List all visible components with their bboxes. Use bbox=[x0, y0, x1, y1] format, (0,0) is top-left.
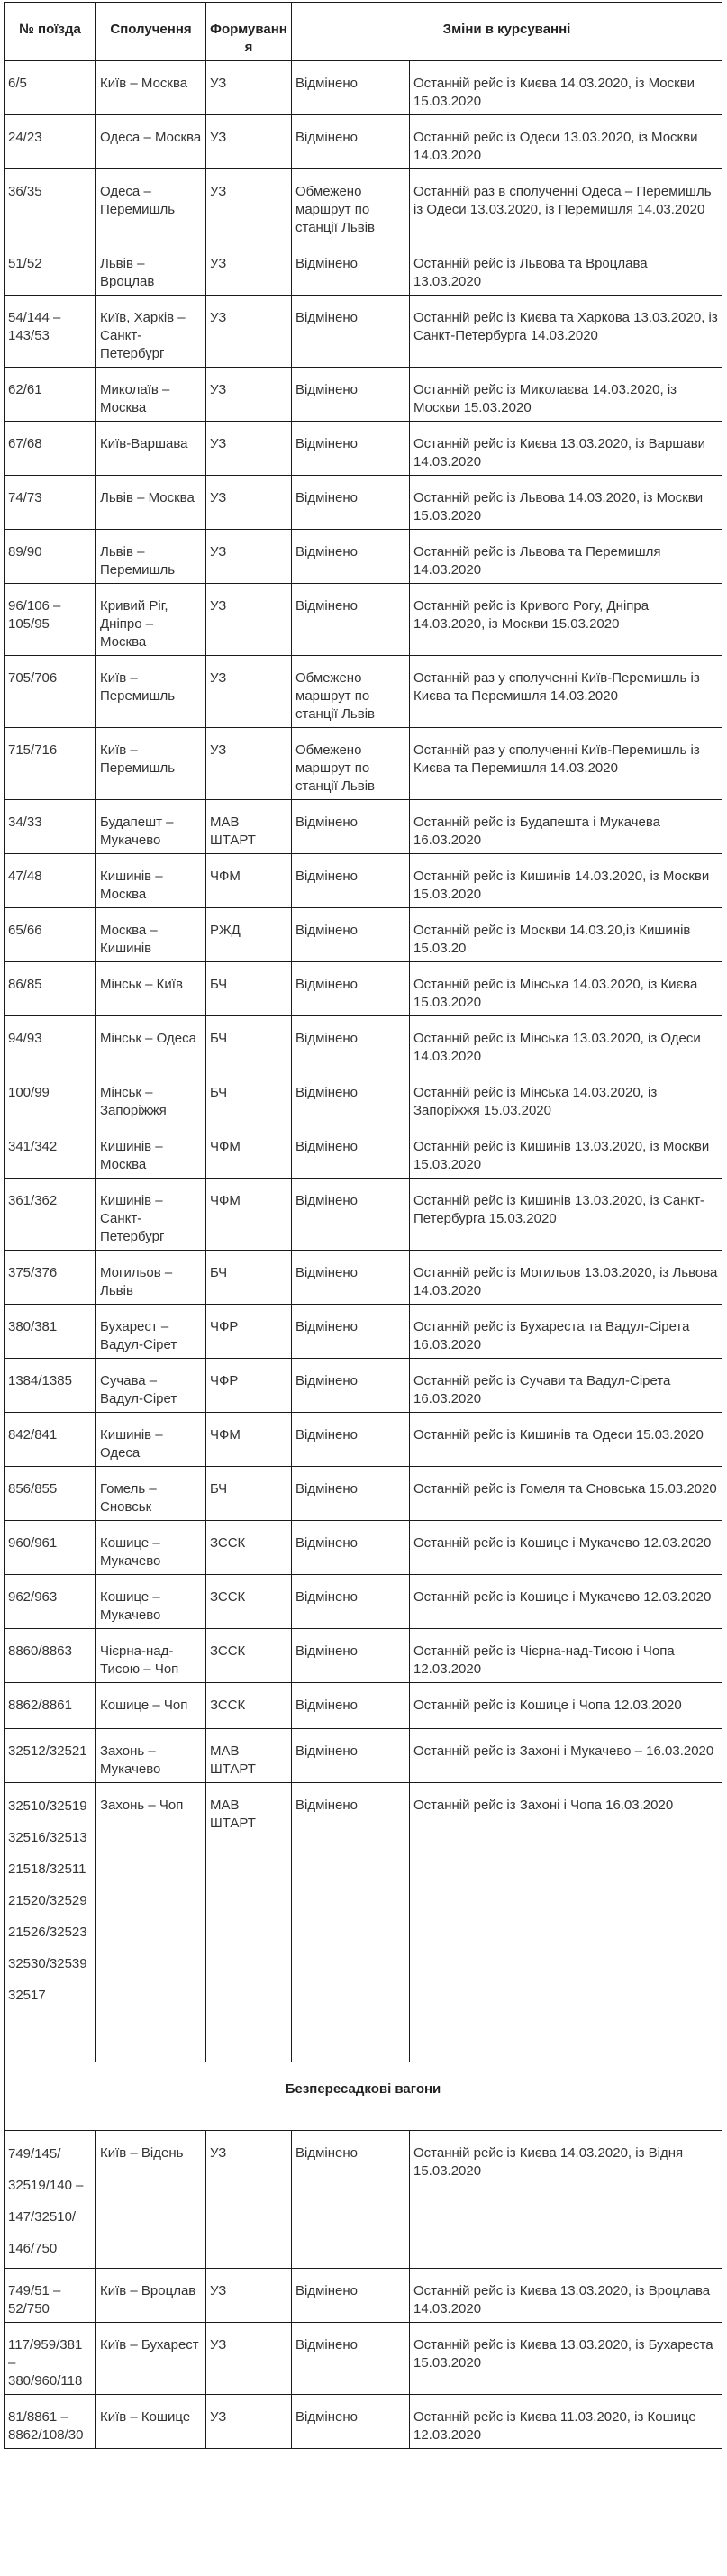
train-formation: МАВ ШТАРТ bbox=[206, 1783, 292, 2062]
train-number: 1384/1385 bbox=[5, 1359, 96, 1413]
wagon-formation: УЗ bbox=[206, 2323, 292, 2395]
train-formation: УЗ bbox=[206, 656, 292, 728]
train-status: Відмінено bbox=[292, 1467, 410, 1521]
train-number: 21520/32529 bbox=[8, 1893, 87, 1908]
train-formation: ЧФМ bbox=[206, 1413, 292, 1467]
train-formation: БЧ bbox=[206, 1467, 292, 1521]
table-row bbox=[5, 908, 722, 962]
table-row bbox=[5, 1683, 722, 1729]
train-note: Останній раз в сполученні Одеса – Перемишль із Одеси 13.03.2020, із Перемишля 14.03.2020 bbox=[410, 169, 722, 241]
header-changes: Зміни в курсуванні bbox=[292, 3, 722, 61]
train-route: Кошице – Мукачево bbox=[96, 1521, 206, 1575]
train-status: Обмежено маршрут по станції Львів bbox=[292, 728, 410, 800]
train-formation: УЗ bbox=[206, 296, 292, 368]
table-row bbox=[5, 800, 722, 854]
train-note: Останній раз у сполученні Київ-Перемишль із Києва та Перемишля 14.03.2020 bbox=[410, 728, 722, 800]
train-formation: ЧФР bbox=[206, 1305, 292, 1359]
train-status: Відмінено bbox=[292, 368, 410, 422]
train-number: 32517 bbox=[8, 1988, 46, 2003]
train-formation: БЧ bbox=[206, 1070, 292, 1124]
train-route: Одеса – Перемишль bbox=[96, 169, 206, 241]
header-train-number: № поїзда bbox=[5, 3, 96, 61]
train-formation: УЗ bbox=[206, 115, 292, 169]
train-status: Відмінено bbox=[292, 1783, 410, 2062]
train-number: 375/376 bbox=[5, 1251, 96, 1305]
train-route: Одеса – Москва bbox=[96, 115, 206, 169]
train-route: Кишинів – Москва bbox=[96, 1124, 206, 1179]
train-note: Останній рейс із Москви 14.03.20,із Кишинів 15.03.20 bbox=[410, 908, 722, 962]
table-row bbox=[5, 1124, 722, 1179]
train-number: 715/716 bbox=[5, 728, 96, 800]
trains-body bbox=[5, 61, 722, 2449]
table-row bbox=[5, 241, 722, 296]
train-formation: ЧФМ bbox=[206, 854, 292, 908]
train-note: Останній рейс із Захоні і Мукачево – 16.03.2020 bbox=[410, 1729, 722, 1783]
train-status: Відмінено bbox=[292, 115, 410, 169]
train-route: Мінськ – Одеса bbox=[96, 1016, 206, 1070]
wagon-status: Відмінено bbox=[292, 2131, 410, 2269]
train-route: Київ – Перемишль bbox=[96, 728, 206, 800]
train-formation: УЗ bbox=[206, 728, 292, 800]
table-row bbox=[5, 2323, 722, 2395]
header-route: Сполучення bbox=[96, 3, 206, 61]
train-note: Останній рейс із Кошице і Мукачево 12.03.2020 bbox=[410, 1575, 722, 1629]
table-row bbox=[5, 584, 722, 656]
train-status: Відмінено bbox=[292, 241, 410, 296]
train-status: Відмінено bbox=[292, 476, 410, 530]
train-formation: ЗССК bbox=[206, 1521, 292, 1575]
train-status: Відмінено bbox=[292, 584, 410, 656]
train-number: 65/66 bbox=[5, 908, 96, 962]
wagon-route: Київ – Бухарест bbox=[96, 2323, 206, 2395]
wagon-number: 749/51 – 52/750 bbox=[5, 2269, 96, 2323]
wagon-route: Київ – Відень bbox=[96, 2131, 206, 2269]
table-row bbox=[5, 422, 722, 476]
table-row bbox=[5, 1359, 722, 1413]
train-number: 74/73 bbox=[5, 476, 96, 530]
train-number: 54/144 – 143/53 bbox=[5, 296, 96, 368]
train-formation: УЗ bbox=[206, 584, 292, 656]
train-note: Останній рейс із Могильов 13.03.2020, із Львова 14.03.2020 bbox=[410, 1251, 722, 1305]
table-row bbox=[5, 1467, 722, 1521]
train-route: Львів – Москва bbox=[96, 476, 206, 530]
table-row bbox=[5, 1070, 722, 1124]
train-formation: УЗ bbox=[206, 422, 292, 476]
train-number: 960/961 bbox=[5, 1521, 96, 1575]
train-formation: ЧФР bbox=[206, 1359, 292, 1413]
train-route: Москва – Кишинів bbox=[96, 908, 206, 962]
train-note: Останній рейс із Кишинів 14.03.2020, із Москви 15.03.2020 bbox=[410, 854, 722, 908]
train-note: Останній рейс із Будапешта і Мукачева 16.03.2020 bbox=[410, 800, 722, 854]
wagon-formation: УЗ bbox=[206, 2131, 292, 2269]
train-route: Кривий Ріг, Дніпро – Москва bbox=[96, 584, 206, 656]
wagon-note: Останній рейс із Києва 11.03.2020, із Кошице 12.03.2020 bbox=[410, 2395, 722, 2449]
train-status: Відмінено bbox=[292, 61, 410, 115]
train-note: Останній рейс із Миколаєва 14.03.2020, із Москви 15.03.2020 bbox=[410, 368, 722, 422]
train-number: 36/35 bbox=[5, 169, 96, 241]
train-number: 380/381 bbox=[5, 1305, 96, 1359]
table-row bbox=[5, 1413, 722, 1467]
train-formation: УЗ bbox=[206, 476, 292, 530]
train-number: 32510/32519 bbox=[8, 1798, 87, 1814]
train-route: Будапешт – Мукачево bbox=[96, 800, 206, 854]
header-formation: Формування bbox=[206, 3, 292, 61]
train-note: Останній рейс із Кишинів 13.03.2020, із Москви 15.03.2020 bbox=[410, 1124, 722, 1179]
train-number: 341/342 bbox=[5, 1124, 96, 1179]
train-route: Кишинів – Санкт-Петербург bbox=[96, 1179, 206, 1251]
train-number: 51/52 bbox=[5, 241, 96, 296]
table-row bbox=[5, 854, 722, 908]
wagon-note: Останній рейс із Києва 14.03.2020, із Відня 15.03.2020 bbox=[410, 2131, 722, 2269]
train-status: Відмінено bbox=[292, 854, 410, 908]
train-number: 24/23 bbox=[5, 115, 96, 169]
train-formation: МАВ ШТАРТ bbox=[206, 800, 292, 854]
table-row bbox=[5, 476, 722, 530]
table-row bbox=[5, 1575, 722, 1629]
wagon-number: 117/959/381 – 380/960/118 bbox=[5, 2323, 96, 2395]
wagon-note: Останній рейс із Києва 13.03.2020, із Вроцлава 14.03.2020 bbox=[410, 2269, 722, 2323]
train-status: Відмінено bbox=[292, 1729, 410, 1783]
train-status: Відмінено bbox=[292, 1683, 410, 1729]
table-row bbox=[5, 368, 722, 422]
train-route: Захонь – Мукачево bbox=[96, 1729, 206, 1783]
train-status: Відмінено bbox=[292, 800, 410, 854]
train-formation: ЧФМ bbox=[206, 1179, 292, 1251]
train-number: 8860/8863 bbox=[5, 1629, 96, 1683]
train-formation: УЗ bbox=[206, 368, 292, 422]
wagon-number-line: 749/145/ bbox=[8, 2146, 61, 2162]
table-row bbox=[5, 1251, 722, 1305]
train-number: 361/362 bbox=[5, 1179, 96, 1251]
train-route: Кишинів – Одеса bbox=[96, 1413, 206, 1467]
train-note: Останній рейс із Львова та Перемишля 14.03.2020 bbox=[410, 530, 722, 584]
train-note: Останній рейс із Мінська 14.03.2020, із Запоріжжя 15.03.2020 bbox=[410, 1070, 722, 1124]
wagon-formation: УЗ bbox=[206, 2395, 292, 2449]
table-row bbox=[5, 1729, 722, 1783]
table-row bbox=[5, 1305, 722, 1359]
table-row bbox=[5, 728, 722, 800]
train-number-list bbox=[5, 1783, 96, 2062]
train-status: Відмінено bbox=[292, 1575, 410, 1629]
train-number: 100/99 bbox=[5, 1070, 96, 1124]
train-status: Обмежено маршрут по станції Львів bbox=[292, 656, 410, 728]
train-formation: ЗССК bbox=[206, 1629, 292, 1683]
train-formation: УЗ bbox=[206, 61, 292, 115]
train-note: Останній рейс із Гомеля та Сновська 15.03.2020 bbox=[410, 1467, 722, 1521]
table-row-multi bbox=[5, 1783, 722, 2062]
train-status: Відмінено bbox=[292, 962, 410, 1016]
table-row bbox=[5, 1179, 722, 1251]
train-number: 94/93 bbox=[5, 1016, 96, 1070]
train-number: 86/85 bbox=[5, 962, 96, 1016]
train-formation: УЗ bbox=[206, 530, 292, 584]
train-note: Останній рейс із Захоні і Чопа 16.03.2020 bbox=[410, 1783, 722, 2062]
train-route: Бухарест – Вадул-Сірет bbox=[96, 1305, 206, 1359]
train-number: 21518/32511 bbox=[8, 1861, 86, 1877]
wagon-route: Київ – Вроцлав bbox=[96, 2269, 206, 2323]
train-number: 89/90 bbox=[5, 530, 96, 584]
train-note: Останній рейс із Мінська 13.03.2020, із Одеси 14.03.2020 bbox=[410, 1016, 722, 1070]
train-number: 705/706 bbox=[5, 656, 96, 728]
train-number: 96/106 – 105/95 bbox=[5, 584, 96, 656]
train-status: Відмінено bbox=[292, 296, 410, 368]
train-status: Відмінено bbox=[292, 1521, 410, 1575]
train-note: Останній рейс із Мінська 14.03.2020, із Києва 15.03.2020 bbox=[410, 962, 722, 1016]
train-number: 962/963 bbox=[5, 1575, 96, 1629]
train-route: Кишинів – Москва bbox=[96, 854, 206, 908]
wagon-route: Київ – Кошице bbox=[96, 2395, 206, 2449]
train-formation: БЧ bbox=[206, 1016, 292, 1070]
section-row bbox=[5, 2062, 722, 2131]
train-route: Кошице – Мукачево bbox=[96, 1575, 206, 1629]
table-row bbox=[5, 656, 722, 728]
train-note: Останній рейс із Києва 14.03.2020, із Москви 15.03.2020 bbox=[410, 61, 722, 115]
train-number: 67/68 bbox=[5, 422, 96, 476]
train-note: Останній рейс із Львова 14.03.2020, із Москви 15.03.2020 bbox=[410, 476, 722, 530]
table-row bbox=[5, 115, 722, 169]
train-formation: РЖД bbox=[206, 908, 292, 962]
train-number: 856/855 bbox=[5, 1467, 96, 1521]
train-note: Останній рейс із Кошице і Чопа 12.03.2020 bbox=[410, 1683, 722, 1729]
train-number: 62/61 bbox=[5, 368, 96, 422]
wagon-number-list bbox=[5, 2131, 96, 2269]
train-route: Чієрна-над-Тисою – Чоп bbox=[96, 1629, 206, 1683]
wagon-status: Відмінено bbox=[292, 2269, 410, 2323]
wagon-number-line: 147/32510/ bbox=[8, 2209, 77, 2225]
wagon-number-line: 146/750 bbox=[8, 2241, 58, 2256]
train-note: Останній рейс із Одеси 13.03.2020, із Москви 14.03.2020 bbox=[410, 115, 722, 169]
train-route: Мінськ – Запоріжжя bbox=[96, 1070, 206, 1124]
train-number: 47/48 bbox=[5, 854, 96, 908]
train-status: Відмінено bbox=[292, 1179, 410, 1251]
train-note: Останній рейс із Кишинів та Одеси 15.03.2020 bbox=[410, 1413, 722, 1467]
train-route: Могильов – Львів bbox=[96, 1251, 206, 1305]
train-status: Відмінено bbox=[292, 1251, 410, 1305]
train-route: Кошице – Чоп bbox=[96, 1683, 206, 1729]
train-note: Останній рейс із Києва та Харкова 13.03.2020, із Санкт-Петербурга 14.03.2020 bbox=[410, 296, 722, 368]
train-number: 34/33 bbox=[5, 800, 96, 854]
wagon-status: Відмінено bbox=[292, 2323, 410, 2395]
train-route: Сучава – Вадул-Сірет bbox=[96, 1359, 206, 1413]
train-status: Відмінено bbox=[292, 1305, 410, 1359]
train-formation: УЗ bbox=[206, 241, 292, 296]
train-number: 21526/32523 bbox=[8, 1925, 87, 1940]
train-number: 8862/8861 bbox=[5, 1683, 96, 1729]
train-route: Київ – Москва bbox=[96, 61, 206, 115]
train-number: 32530/32539 bbox=[8, 1956, 87, 1971]
table-row bbox=[5, 169, 722, 241]
train-formation: БЧ bbox=[206, 962, 292, 1016]
train-number: 6/5 bbox=[5, 61, 96, 115]
train-status: Обмежено маршрут по станції Львів bbox=[292, 169, 410, 241]
table-row bbox=[5, 1016, 722, 1070]
train-note: Останній рейс із Чієрна-над-Тисою і Чопа 12.03.2020 bbox=[410, 1629, 722, 1683]
train-note: Останній рейс із Кошице і Мукачево 12.03.2020 bbox=[410, 1521, 722, 1575]
train-note: Останній рейс із Києва 13.03.2020, із Варшави 14.03.2020 bbox=[410, 422, 722, 476]
train-formation: УЗ bbox=[206, 169, 292, 241]
train-note: Останній раз у сполученні Київ-Перемишль із Києва та Перемишля 14.03.2020 bbox=[410, 656, 722, 728]
train-status: Відмінено bbox=[292, 1124, 410, 1179]
wagon-status: Відмінено bbox=[292, 2395, 410, 2449]
table-row bbox=[5, 2395, 722, 2449]
table-row bbox=[5, 61, 722, 115]
train-note: Останній рейс із Бухареста та Вадул-Сірета 16.03.2020 bbox=[410, 1305, 722, 1359]
train-status: Відмінено bbox=[292, 1359, 410, 1413]
train-formation: БЧ bbox=[206, 1251, 292, 1305]
wagon-number: 81/8861 – 8862/108/30 bbox=[5, 2395, 96, 2449]
train-status: Відмінено bbox=[292, 908, 410, 962]
train-number: 32512/32521 bbox=[5, 1729, 96, 1783]
train-formation: ЗССК bbox=[206, 1575, 292, 1629]
train-status: Відмінено bbox=[292, 422, 410, 476]
table-row bbox=[5, 296, 722, 368]
train-route: Мінськ – Київ bbox=[96, 962, 206, 1016]
train-status: Відмінено bbox=[292, 530, 410, 584]
train-status: Відмінено bbox=[292, 1413, 410, 1467]
train-route: Київ, Харків – Санкт-Петербург bbox=[96, 296, 206, 368]
train-status: Відмінено bbox=[292, 1070, 410, 1124]
train-route: Гомель – Сновськ bbox=[96, 1467, 206, 1521]
wagon-note: Останній рейс із Києва 13.03.2020, із Бухареста 15.03.2020 bbox=[410, 2323, 722, 2395]
table-row bbox=[5, 1521, 722, 1575]
table-row bbox=[5, 530, 722, 584]
train-formation: ЗССК bbox=[206, 1683, 292, 1729]
train-changes-table bbox=[4, 2, 722, 2449]
train-number: 32516/32513 bbox=[8, 1830, 87, 1845]
train-route: Миколаїв – Москва bbox=[96, 368, 206, 422]
train-status: Відмінено bbox=[292, 1629, 410, 1683]
section-title: Безпересадкові вагони bbox=[5, 2062, 722, 2131]
table-row bbox=[5, 1629, 722, 1683]
train-route: Львів – Вроцлав bbox=[96, 241, 206, 296]
train-note: Останній рейс із Кривого Рогу, Дніпра 14.03.2020, із Москви 15.03.2020 bbox=[410, 584, 722, 656]
train-formation: ЧФМ bbox=[206, 1124, 292, 1179]
train-note: Останній рейс із Львова та Вроцлава 13.03.2020 bbox=[410, 241, 722, 296]
train-route: Київ-Варшава bbox=[96, 422, 206, 476]
train-note: Останній рейс із Сучави та Вадул-Сірета 16.03.2020 bbox=[410, 1359, 722, 1413]
train-number: 842/841 bbox=[5, 1413, 96, 1467]
train-route: Київ – Перемишль bbox=[96, 656, 206, 728]
train-formation: МАВ ШТАРТ bbox=[206, 1729, 292, 1783]
train-status: Відмінено bbox=[292, 1016, 410, 1070]
table-row bbox=[5, 962, 722, 1016]
table-row bbox=[5, 2269, 722, 2323]
table-row bbox=[5, 2131, 722, 2269]
train-note: Останній рейс із Кишинів 13.03.2020, із Санкт-Петербурга 15.03.2020 bbox=[410, 1179, 722, 1251]
wagon-formation: УЗ bbox=[206, 2269, 292, 2323]
train-route: Львів – Перемишль bbox=[96, 530, 206, 584]
train-route: Захонь – Чоп bbox=[96, 1783, 206, 2062]
wagon-number-line: 32519/140 – bbox=[8, 2178, 84, 2193]
